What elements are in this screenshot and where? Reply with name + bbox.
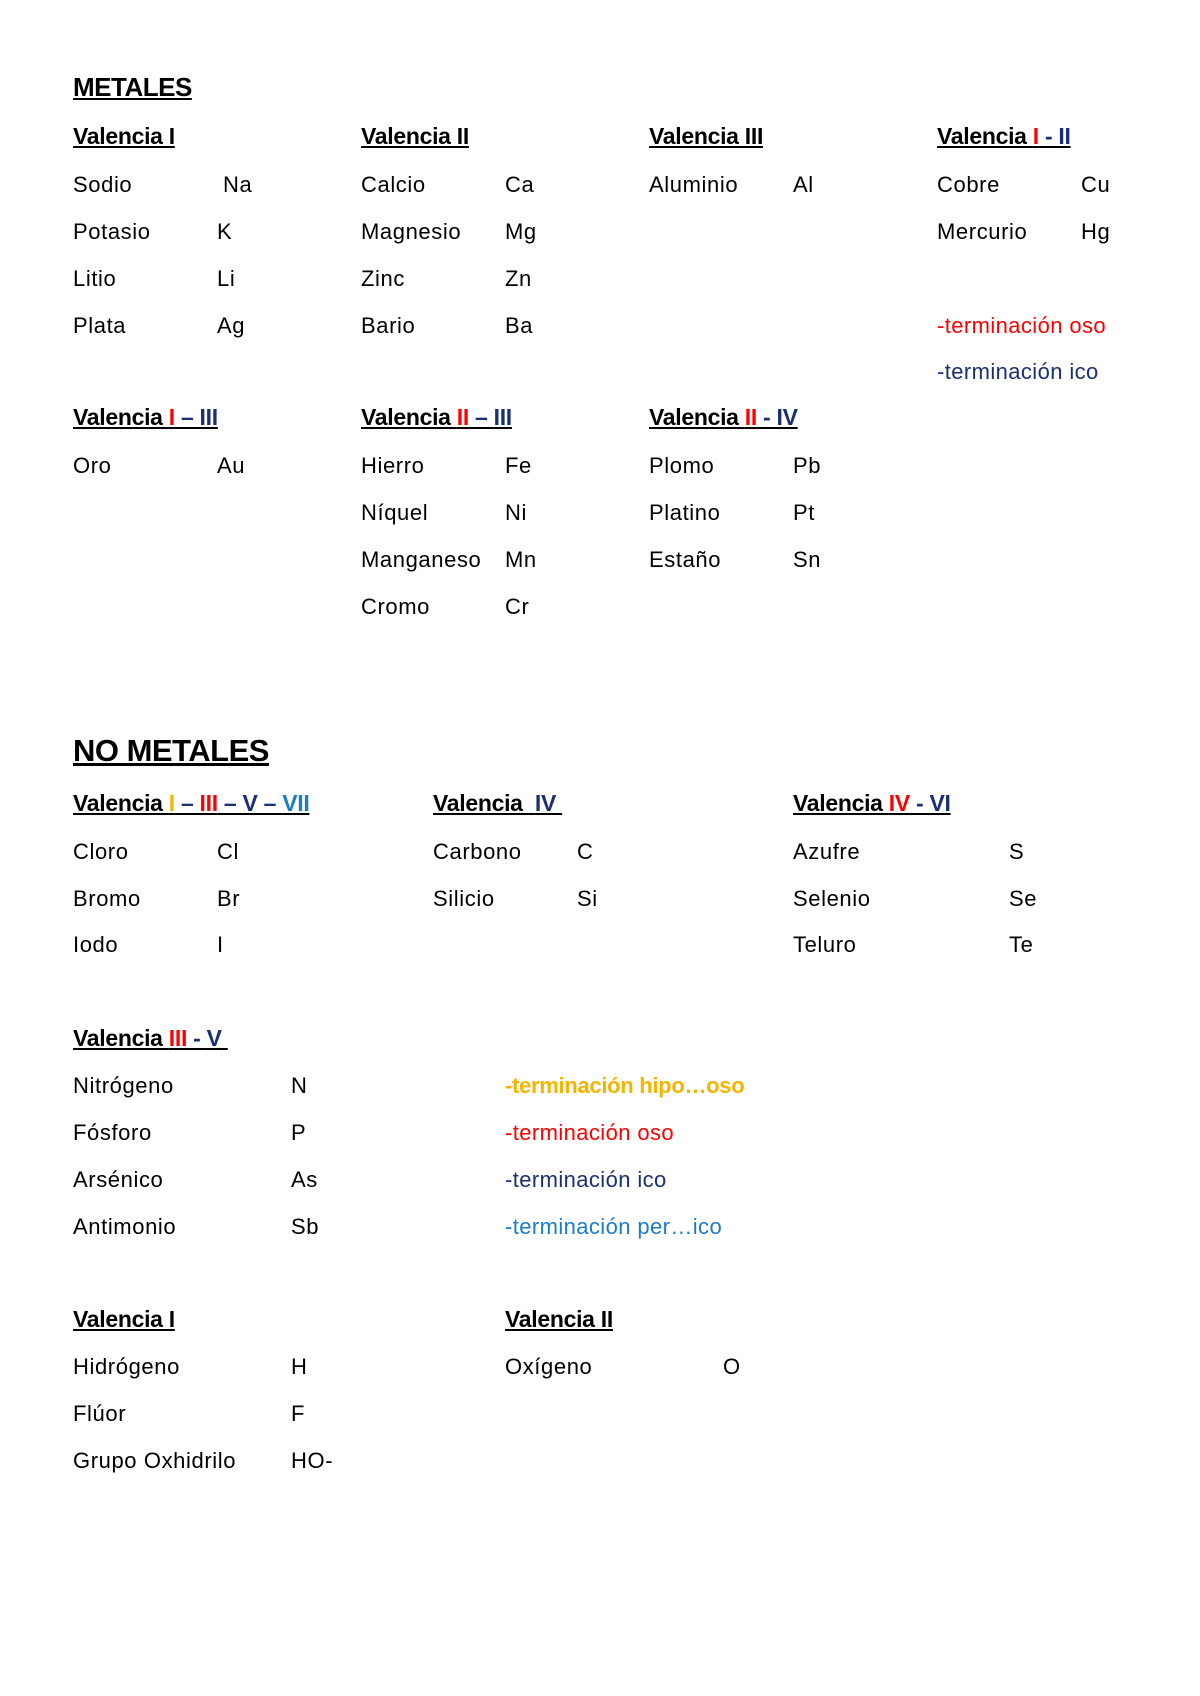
element-name: Carbono [433,839,522,864]
heading-valence-b: III [493,404,512,430]
heading-separator: - [1038,123,1059,149]
element-symbol: Mn [505,547,537,572]
element-symbol: Au [217,453,246,478]
heading-prefix: Valencia [649,404,745,430]
element-name: Flúor [73,1401,127,1426]
element-name: Sodio [73,172,133,197]
element-symbol: Cr [505,594,530,619]
element-name: Calcio [361,172,426,197]
heading-prefix: Valencia [73,790,169,816]
element-symbol: HO- [291,1448,334,1473]
element-symbol: Na [223,172,253,197]
element-symbol: Sb [291,1214,320,1239]
no-metales-valencia-1-heading: Valencia I [73,1306,175,1332]
element-name: Azufre [793,839,861,864]
element-name: Manganeso [361,547,482,572]
element-name: Cromo [361,594,431,619]
element-name: Antimonio [73,1214,177,1239]
element-name: Estaño [649,547,722,572]
element-symbol: Ca [505,172,535,197]
element-name: Silicio [433,886,495,911]
heading-valence-a: III [168,1025,188,1051]
heading-valence-a: I [168,790,175,816]
heading-separator: – [217,790,243,816]
heading-valence-b: V [206,1025,222,1051]
element-name: Bario [361,313,416,338]
heading-valence-a: I [1032,123,1039,149]
heading-valence-a: II [456,404,469,430]
no-metales-valencia-4-heading [433,790,562,817]
element-name: Zinc [361,266,405,291]
element-symbol: I [217,932,224,957]
element-name: Níquel [361,500,429,525]
element-symbol: Te [1009,932,1034,957]
heading-valence-d: VII [282,790,310,816]
heading-prefix: Valencia [433,790,529,816]
element-symbol: Si [577,886,598,911]
metales-valencia-3-heading: Valencia III [649,123,764,149]
element-symbol: Mg [505,219,537,244]
element-name: Hidrógeno [73,1354,180,1379]
element-name: Arsénico [73,1167,164,1192]
element-symbol: P [291,1120,307,1145]
element-symbol: O [723,1354,741,1379]
heading-valence-b: IV [776,404,798,430]
element-symbol: Cl [217,839,239,864]
element-symbol: K [217,219,233,244]
heading-valence-a: IV [534,790,556,816]
no-metales-valencia-1-3-5-7-heading [73,790,309,817]
heading-valence-c: V [242,790,258,816]
metales-title: METALES [73,72,192,102]
element-name: Aluminio [649,172,739,197]
element-name: Teluro [793,932,857,957]
element-name: Fósforo [73,1120,152,1145]
element-symbol: Se [1009,886,1038,911]
element-symbol: As [291,1167,318,1192]
element-symbol: Ni [505,500,527,525]
metales-valencia-1-3-heading [73,404,218,431]
note-terminacion-oso: -terminación oso [937,313,1107,338]
element-name: Cobre [937,172,1000,197]
element-name: Bromo [73,886,141,911]
heading-prefix: Valencia [937,123,1033,149]
heading-prefix: Valencia [73,1025,169,1051]
element-name: Plomo [649,453,715,478]
element-name: Mercurio [937,219,1028,244]
metales-valencia-2-heading: Valencia II [361,123,469,149]
element-symbol: Hg [1081,219,1111,244]
heading-prefix: Valencia [361,404,457,430]
no-metales-title: NO METALES [73,733,269,768]
heading-valence-a: II [744,404,757,430]
element-name: Selenio [793,886,871,911]
heading-prefix: Valencia [793,790,889,816]
element-name: Plata [73,313,127,338]
element-name: Cloro [73,839,129,864]
element-name: Litio [73,266,117,291]
element-symbol: N [291,1073,308,1098]
heading-separator: – [174,404,200,430]
element-symbol: Pb [793,453,822,478]
heading-separator: - [187,1025,207,1051]
element-symbol: H [291,1354,308,1379]
heading-valence-b: III [199,404,218,430]
element-symbol: Li [217,266,236,291]
heading-separator: - [756,404,777,430]
note-terminacion-per-ico: -terminación per…ico [505,1214,723,1239]
element-name: Magnesio [361,219,462,244]
heading-separator: – [468,404,494,430]
heading-valence-b: VI [929,790,951,816]
heading-valence-b: II [1058,123,1071,149]
element-symbol: Cu [1081,172,1111,197]
element-symbol: Al [793,172,814,197]
element-name: Iodo [73,932,119,957]
element-symbol: F [291,1401,306,1426]
no-metales-valencia-2-heading: Valencia II [505,1306,613,1332]
heading-valence-b: III [199,790,218,816]
no-metales-valencia-4-6-heading [793,790,951,817]
element-symbol: Sn [793,547,822,572]
heading-separator: – [257,790,283,816]
element-name: Nitrógeno [73,1073,174,1098]
element-name: Platino [649,500,721,525]
element-symbol: Ba [505,313,534,338]
element-symbol: Pt [793,500,815,525]
note-terminacion-oso: -terminación oso [505,1120,675,1145]
heading-separator: - [909,790,930,816]
note-terminacion-ico: -terminación ico [937,359,1099,384]
element-symbol: Zn [505,266,532,291]
note-terminacion-hipo-oso: -terminación hipo…oso [505,1073,745,1098]
element-name: Oro [73,453,112,478]
element-symbol: C [577,839,594,864]
element-name: Grupo Oxhidrilo [73,1448,237,1473]
element-name: Hierro [361,453,425,478]
heading-prefix: Valencia [73,404,169,430]
heading-separator: – [174,790,200,816]
element-symbol: Br [217,886,241,911]
metales-valencia-1-heading: Valencia I [73,123,175,149]
heading-valence-a: I [168,404,175,430]
element-name: Potasio [73,219,151,244]
element-symbol: Fe [505,453,532,478]
metales-valencia-2-4-heading [649,404,798,431]
element-symbol: S [1009,839,1025,864]
metales-valencia-1-2-heading [937,123,1071,150]
element-name: Oxígeno [505,1354,593,1379]
element-symbol: Ag [217,313,246,338]
heading-valence-a: IV [888,790,910,816]
note-terminacion-ico: -terminación ico [505,1167,667,1192]
metales-valencia-2-3-heading [361,404,512,431]
no-metales-valencia-3-5-heading [73,1025,228,1052]
